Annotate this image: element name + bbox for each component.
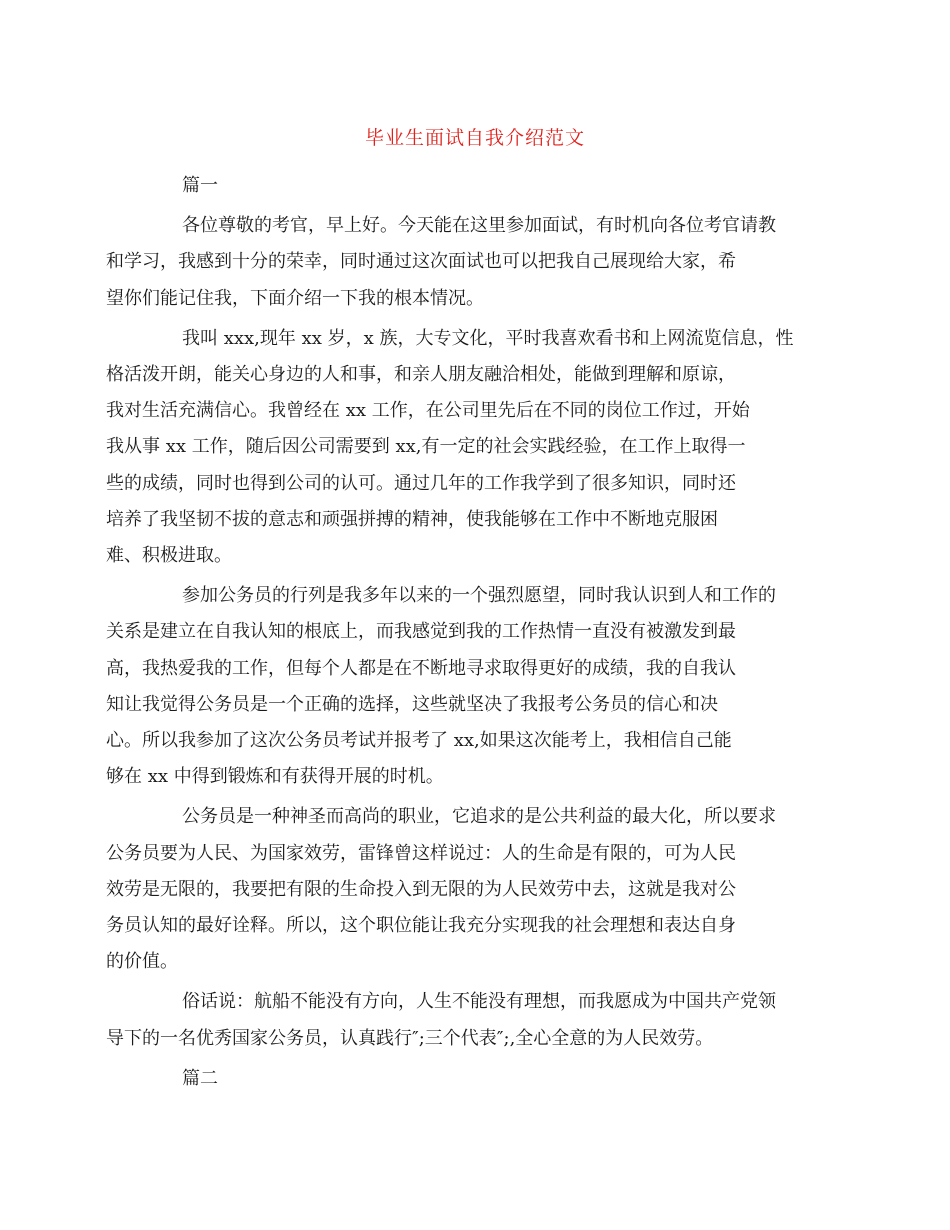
text-line: 难、积极进取。 [106,545,232,567]
text-line: 些的成绩，同时也得到公司的认可。通过几年的工作我学到了很多知识，同时还 [106,472,736,494]
paragraph-greeting [106,208,808,317]
document-title: 毕业生面试自我介绍范文 [364,127,585,149]
paragraph-public-service [106,799,808,980]
text-line: 我对生活充满信心。我曾经在 xx 工作，在公司里先后在不同的岗位工作过，开始 [106,400,750,422]
paragraph-motivation [106,578,808,795]
text-line: 培养了我坚韧不拔的意志和顽强拼搏的精神，使我能够在工作中不断地克服困 [106,508,718,530]
text-line: 公务员要为人民、为国家效劳，雷锋曾这样说过：人的生命是有限的，可为人民 [106,842,736,864]
text-line: 导下的一名优秀国家公务员，认真践行″;三个代表″;,全心全意的为人民效劳。 [106,1027,714,1049]
section-heading-2: 篇二 [182,1067,218,1089]
section-heading-1: 篇一 [182,175,218,196]
paragraph-background [106,321,808,574]
document-body [106,168,808,1101]
text-line: 俗话说：航船不能没有方向，人生不能没有理想，而我愿成为中国共产党领 [182,991,776,1013]
text-line: 参加公务员的行列是我多年以来的一个强烈愿望，同时我认识到人和工作的 [182,585,776,607]
text-line: 心。所以我参加了这次公务员考试并报考了 xx,如果这次能考上，我相信自己能 [106,730,732,752]
text-line: 我叫 xxx,现年 xx 岁，x 族，大专文化，平时我喜欢看书和上网流览信息，性 [182,327,794,349]
text-line: 务员认知的最好诠释。所以，这个职位能让我充分实现我的社会理想和表达自身 [106,915,736,937]
text-line: 关系是建立在自我认知的根底上，而我感觉到我的工作热情一直没有被激发到最 [106,621,736,643]
text-line: 望你们能记住我，下面介绍一下我的根本情况。 [106,287,484,309]
text-line: 公务员是一种神圣而高尚的职业，它追求的是公共利益的最大化，所以要求 [182,806,776,828]
text-line: 够在 xx 中得到锻炼和有获得开展的时机。 [106,766,444,788]
text-line: 的价值。 [106,951,178,973]
text-line: 效劳是无限的，我要把有限的生命投入到无限的为人民效劳中去，这就是我对公 [106,878,736,900]
text-line: 我从事 xx 工作，随后因公司需要到 xx,有一定的社会实践经验，在工作上取得一 [106,436,746,458]
text-line: 知让我觉得公务员是一个正确的选择，这些就坚决了我报考公务员的信心和决 [106,693,718,715]
text-line: 和学习，我感到十分的荣幸，同时通过这次面试也可以把我自己展现给大家，希 [106,251,736,273]
text-line: 高，我热爱我的工作，但每个人都是在不断地寻求取得更好的成绩，我的自我认 [106,657,736,679]
text-line: 格活泼开朗，能关心身边的人和事，和亲人朋友融洽相处，能做到理解和原谅， [106,364,736,386]
text-line: 各位尊敬的考官，早上好。今天能在这里参加面试，有时机向各位考官请教 [182,215,776,237]
paragraph-closing [106,984,808,1056]
